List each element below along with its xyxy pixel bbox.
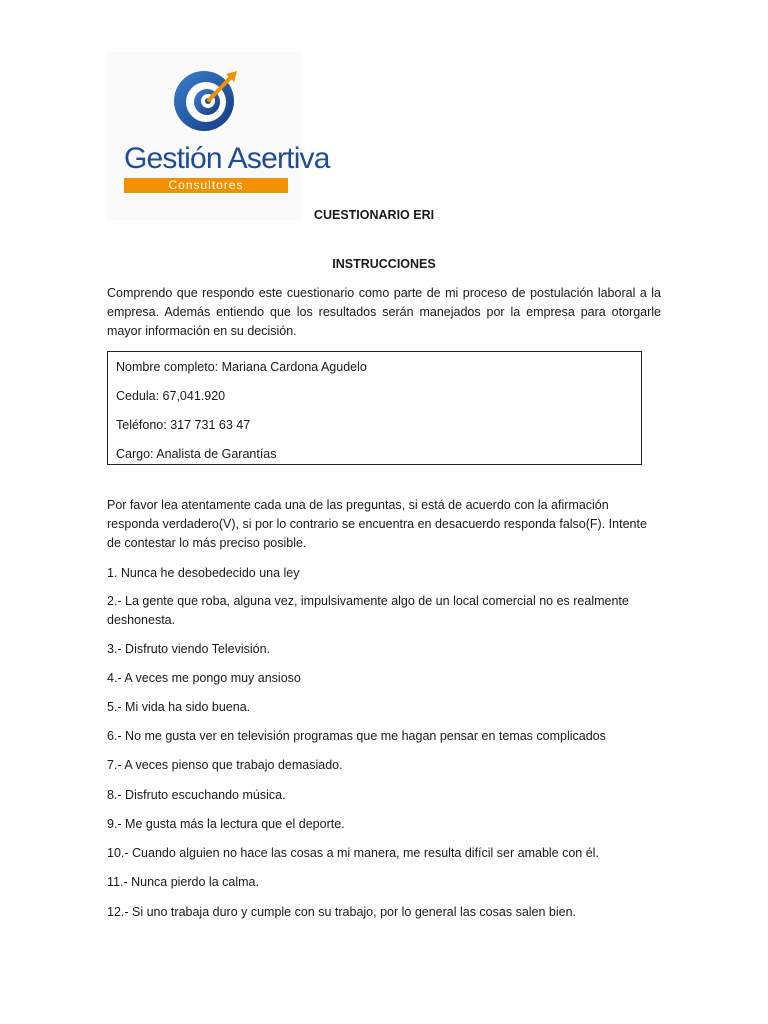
question-item: 8.- Disfruto escuchando música. xyxy=(107,788,286,802)
question-item: 12.- Si uno trabaja duro y cumple con su trabajo, por lo general las cosas salen bien. xyxy=(107,905,577,919)
document-title: CUESTIONARIO ERI xyxy=(313,208,435,222)
question-item: 10.- Cuando alguien no hace las cosas a mi manera, me resulta difícil ser amable con él. xyxy=(107,846,599,860)
section-heading: INSTRUCCIONES xyxy=(332,257,436,271)
applicant-phone: Teléfono: 317 731 63 47 xyxy=(116,418,251,432)
applicant-info-box xyxy=(107,351,642,465)
question-item: 3.- Disfruto viendo Televisión. xyxy=(107,642,271,656)
applicant-cedula: Cedula: 67,041.920 xyxy=(116,389,226,403)
applicant-name: Nombre completo: Mariana Cardona Agudelo xyxy=(116,360,367,374)
instructions-paragraph: Por favor lea atentamente cada una de las preguntas, si está de acuerdo con la afirmación responda verdadero(V), si por lo contrario se encuentra en desacuerdo responda falso(F). Intente de contestar lo más preciso posible. xyxy=(107,498,647,550)
question-item: 5.- Mi vida ha sido buena. xyxy=(107,700,251,714)
question-item: 7.- A veces pienso que trabajo demasiado. xyxy=(107,758,343,772)
company-logo xyxy=(106,52,330,220)
intro-paragraph: Comprendo que respondo este cuestionario como parte de mi proceso de postulación laboral a la empresa. Además entiendo que los resultados serán manejados por la empresa para otorgarle mayor información en su decisión. xyxy=(107,286,661,338)
question-item: 6.- No me gusta ver en televisión programas que me hagan pensar en temas complicados xyxy=(107,729,606,743)
applicant-role: Cargo: Analista de Garantías xyxy=(116,447,277,461)
question-item: 2.- La gente que roba, alguna vez, impulsivamente algo de un local comercial no es realmente deshonesta. xyxy=(107,594,629,627)
question-item: 4.- A veces me pongo muy ansioso xyxy=(107,671,301,685)
logo-subtitle: Consultores xyxy=(168,178,244,192)
question-item: 9.- Me gusta más la lectura que el deporte. xyxy=(107,817,345,831)
target-logo-icon xyxy=(106,52,302,142)
logo-brand-text: Gestión Asertiva xyxy=(124,142,330,175)
logo-subtitle-bar xyxy=(124,178,288,193)
question-item: 1. Nunca he desobedecido una ley xyxy=(107,566,300,580)
question-item: 11.- Nunca pierdo la calma. xyxy=(107,875,259,889)
